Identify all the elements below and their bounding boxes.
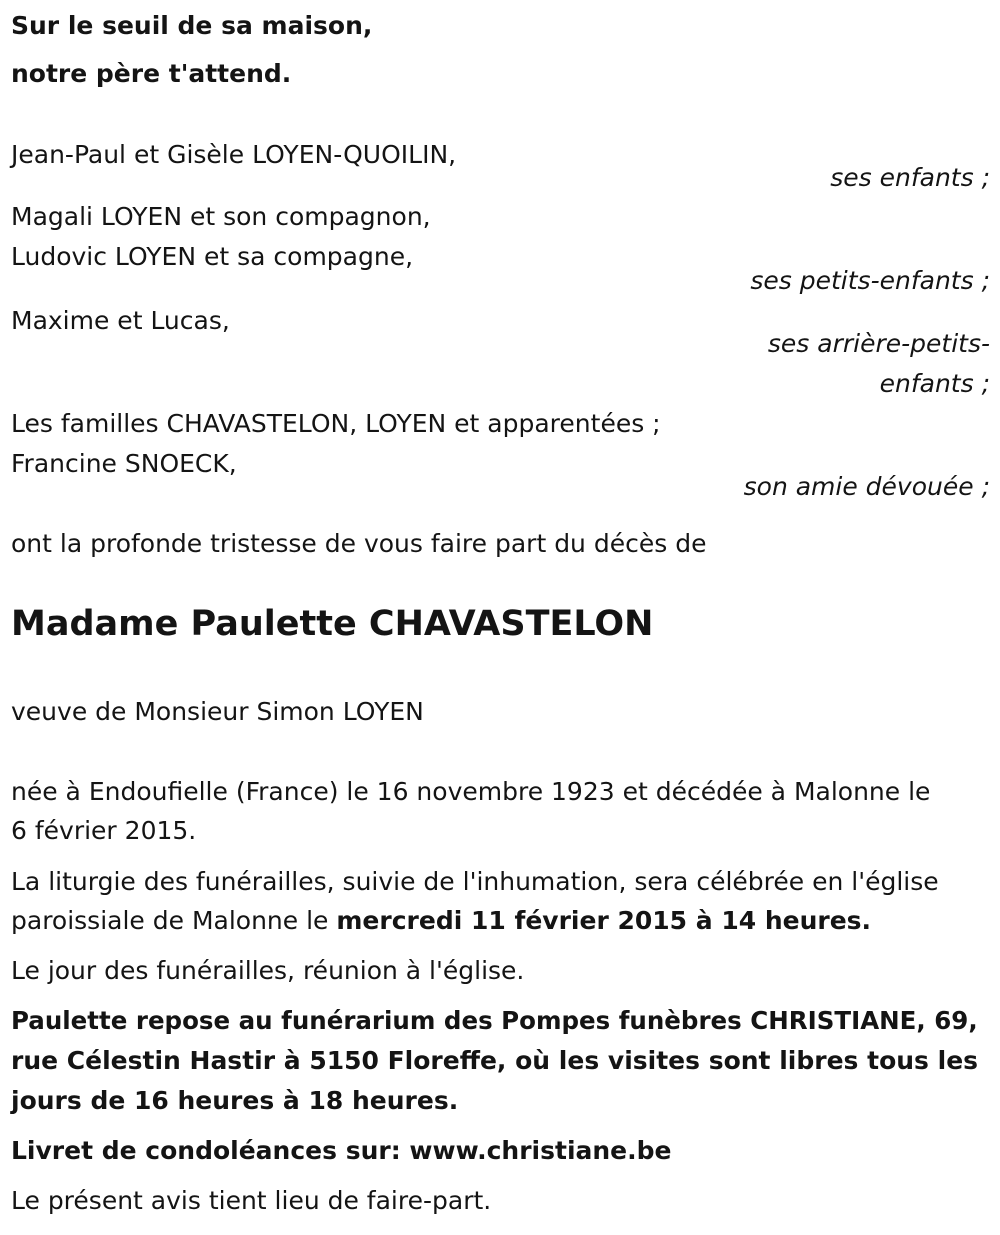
great-grandchildren-names: Maxime et Lucas, xyxy=(11,306,230,335)
rest-line-2: rue Célestin Hastir à 5150 Floreffe, où les visites sont libres tous les xyxy=(11,1046,979,1075)
rest-line-3: jours de 16 heures à 18 heures. xyxy=(11,1086,459,1115)
children-role: ses enfants ; xyxy=(830,163,990,192)
verse-line-1: Sur le seuil de sa maison, xyxy=(11,11,373,40)
great-grandchildren-role-1: ses arrière-petits- xyxy=(767,329,990,358)
verse-line-2: notre père t'attend. xyxy=(11,59,292,88)
grandchild-1: Magali LOYEN et son compagnon, xyxy=(11,202,431,231)
friend-role: son amie dévouée ; xyxy=(743,472,990,501)
deceased-name: Madame Paulette CHAVASTELON xyxy=(11,604,654,644)
funeral-date: mercredi 11 février 2015 à 14 heures. xyxy=(336,906,872,935)
friend-name: Francine SNOECK, xyxy=(11,449,237,478)
gathering: Le jour des funérailles, réunion à l'église. xyxy=(11,956,525,985)
announcement: ont la profonde tristesse de vous faire part du décès de xyxy=(11,529,707,558)
extended-families: Les familles CHAVASTELON, LOYEN et apparentées ; xyxy=(11,409,661,438)
children-names: Jean-Paul et Gisèle LOYEN-QUOILIN, xyxy=(11,140,457,169)
liturgy-line-1: La liturgie des funérailles, suivie de l'inhumation, sera célébrée en l'église xyxy=(11,867,939,896)
notice: Le présent avis tient lieu de faire-part. xyxy=(11,1186,492,1215)
liturgy-line-2-prefix: paroissiale de Malonne le xyxy=(11,906,337,935)
great-grandchildren-role-2: enfants ; xyxy=(879,369,990,398)
birth-death-line-2: 6 février 2015. xyxy=(11,816,197,845)
grandchildren-role: ses petits-enfants ; xyxy=(750,266,990,295)
grandchild-2: Ludovic LOYEN et sa compagne, xyxy=(11,242,414,271)
widow-of: veuve de Monsieur Simon LOYEN xyxy=(11,697,424,726)
liturgy-line-2 xyxy=(11,906,871,936)
condolences-link[interactable]: Livret de condoléances sur: www.christiane.be xyxy=(11,1136,672,1165)
rest-line-1: Paulette repose au funérarium des Pompes funèbres CHRISTIANE, 69, xyxy=(11,1006,978,1035)
birth-death-line-1: née à Endoufielle (France) le 16 novembre 1923 et décédée à Malonne le xyxy=(11,777,931,806)
